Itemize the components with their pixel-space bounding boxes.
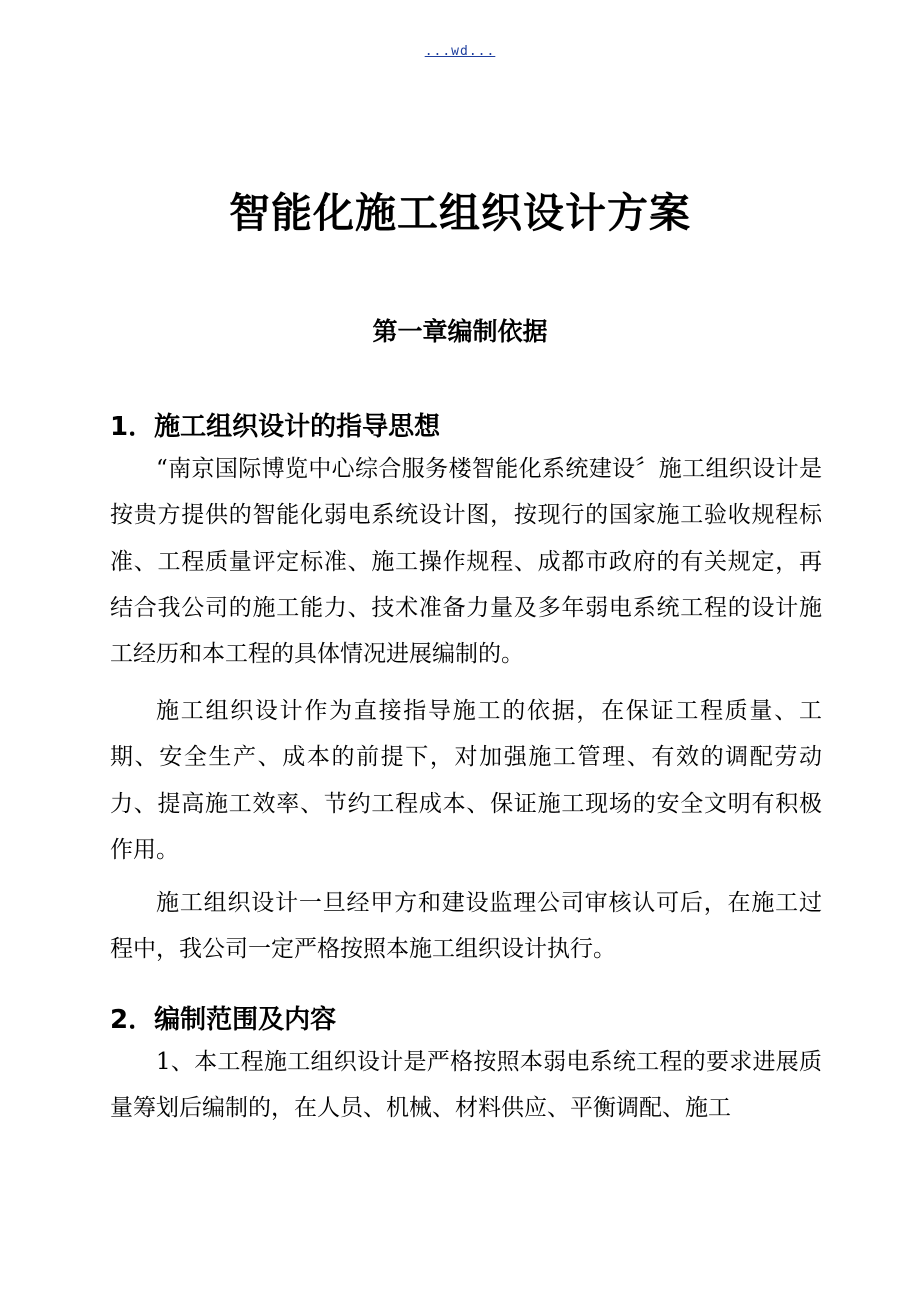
chapter-title: 第一章编制依据	[372, 317, 548, 346]
header-watermark	[0, 44, 920, 59]
section-heading-1: 1．施工组织设计的指导思想	[110, 412, 441, 442]
section-heading-2: 2．编制范围及内容	[110, 1005, 337, 1035]
paragraph-2-1: 1、本工程施工组织设计是严格按照本弱电系统工程的要求进展质量筹划后编制的，在人员、机械、材料供应、平衡调配、施工	[110, 1049, 822, 1122]
paragraph-1-1: “南京国际博览中心综合服务楼智能化系统建设〞施工组织设计是按贵方提供的智能化弱电系统设计图，按现行的国家施工验收规程标准、工程质量评定标准、施工操作规程、成都市政府的有关规定，再结合我公司的施工能力、技术准备力量及多年弱电系统工程的设计施工经历和本工程的具体情况进展编制的。	[110, 456, 822, 668]
paragraph-1-3: 施工组织设计一旦经甲方和建设监理公司审核认可后，在施工过程中，我公司一定严格按照本施工组织设计执行。	[110, 890, 822, 963]
paragraph-1-2: 施工组织设计作为直接指导施工的依据，在保证工程质量、工期、安全生产、成本的前提下，对加强施工管理、有效的调配劳动力、提高施工效率、节约工程成本、保证施工现场的安全文明有积极作用。	[110, 698, 822, 863]
header-mark-text: ...wd...	[424, 44, 496, 59]
document-title: 智能化施工组织设计方案	[229, 189, 691, 237]
